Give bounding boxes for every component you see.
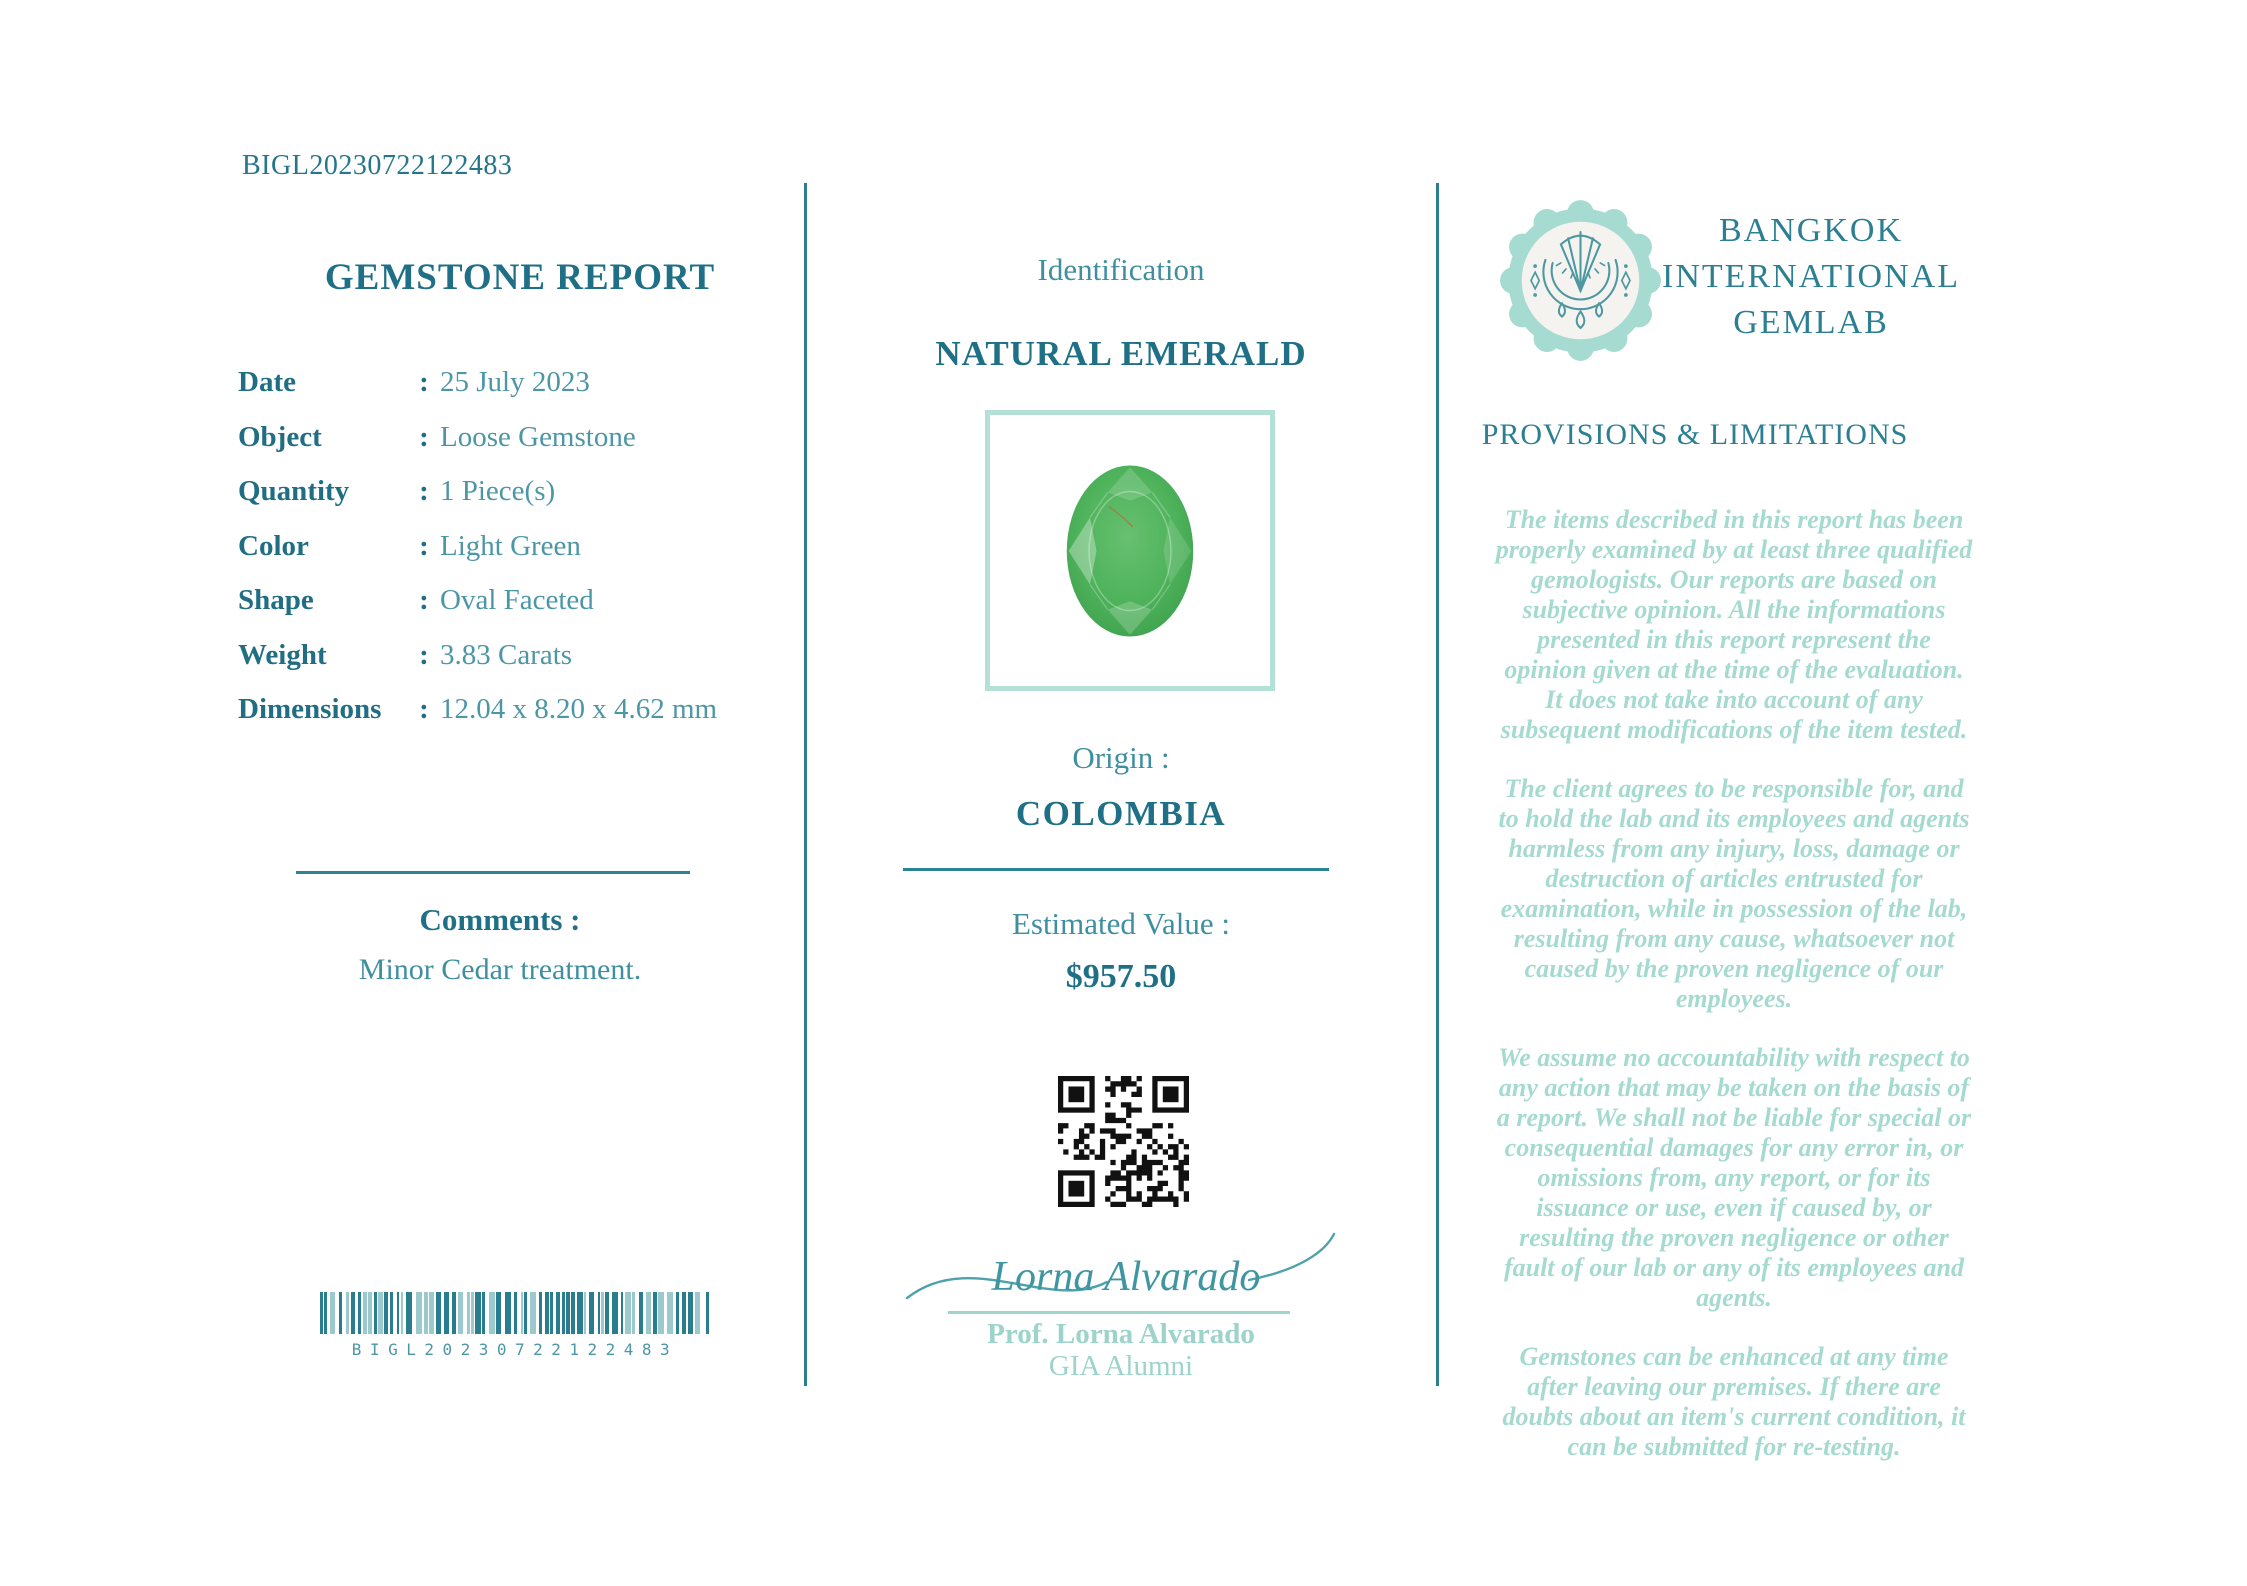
field-label: Object xyxy=(238,420,322,453)
table-row xyxy=(238,530,808,585)
provisions-paragraph: We assume no accountability with respect to any action that may be taken on the basis of a report. We shall not be liable for special or consequential damages for any error in, or omissions from, any report, or for its issuance or use, even if caused by, or resulting the proven negligence or other fault of our lab or any of its employees and agents. xyxy=(1496,1043,1972,1312)
comments-heading: Comments : xyxy=(419,902,581,937)
field-label: Date xyxy=(238,366,296,398)
field-separator: : xyxy=(419,693,429,725)
field-value: 12.04 x 8.20 x 4.62 mm xyxy=(440,693,718,725)
field-separator: : xyxy=(419,584,429,616)
comments-divider-line xyxy=(296,871,690,874)
signature-underline xyxy=(948,1311,1290,1314)
field-label: Dimensions xyxy=(238,693,382,725)
field-separator: : xyxy=(419,366,429,398)
barcode xyxy=(320,1292,710,1359)
table-row xyxy=(238,693,808,748)
field-label: Quantity xyxy=(238,475,350,507)
origin-heading: Origin : xyxy=(1072,740,1170,775)
field-separator: : xyxy=(419,475,429,507)
signature-name-text: Lorna Alvarado xyxy=(991,1254,1261,1300)
qr-code xyxy=(1058,1076,1189,1207)
report-title: GEMSTONE REPORT xyxy=(324,257,716,298)
gemstone-photo xyxy=(1059,458,1201,644)
signer-title: GIA Alumni xyxy=(1048,1350,1194,1382)
comments-text: Minor Cedar treatment. xyxy=(358,953,642,986)
field-label: Weight xyxy=(238,638,327,671)
field-label: Shape xyxy=(238,584,314,616)
provisions-paragraphs xyxy=(1495,505,1973,1491)
lab-name xyxy=(1596,208,2026,346)
table-row xyxy=(238,584,808,639)
signature xyxy=(901,1226,1341,1321)
barcode-bars xyxy=(320,1292,710,1334)
provisions-paragraph: The items described in this report has been properly examined by at least three qualified gemologists. Our reports are based on subjective opinion. All the informations presented in this report represent the opinion given at the time of the evaluation. It does not take into account of any subsequent modifications of the item tested. xyxy=(1495,505,1973,744)
identification-heading: Identification xyxy=(1037,252,1205,287)
field-value: 1 Piece(s) xyxy=(440,475,556,507)
table-row xyxy=(238,421,808,476)
field-value: Oval Faceted xyxy=(440,584,594,616)
table-row xyxy=(238,366,808,421)
signer-name: Prof. Lorna Alvarado xyxy=(987,1318,1255,1350)
origin-value: COLOMBIA xyxy=(1015,794,1227,833)
provisions-heading: PROVISIONS & LIMITATIONS xyxy=(1481,418,1909,451)
field-value: 3.83 Carats xyxy=(440,638,573,671)
field-separator: : xyxy=(419,638,429,671)
field-value: Light Green xyxy=(440,529,581,562)
field-separator: : xyxy=(419,529,429,562)
provisions-paragraph: Gemstones can be enhanced at any time after leaving our premises. If there are doubts about an item's current condition, it can be submitted for re-testing. xyxy=(1502,1342,1966,1461)
field-separator: : xyxy=(419,420,429,453)
lab-name-line: GEMLAB xyxy=(1733,304,1889,341)
lab-name-line: INTERNATIONAL xyxy=(1662,258,1960,295)
estimated-value-heading: Estimated Value : xyxy=(1011,906,1231,941)
gemstone-details-table xyxy=(238,366,808,748)
identification-result: NATURAL EMERALD xyxy=(935,334,1307,373)
provisions-paragraph: The client agrees to be responsible for, and to hold the lab and its employees and agents harmless from any injury, loss, damage or destruction of articles entrusted for examination, while in possession of the lab, resulting from any cause, whatsoever not caused by the proven negligence of our employees. xyxy=(1498,774,1970,1013)
gemstone-photo-frame xyxy=(985,410,1275,691)
field-value: 25 July 2023 xyxy=(440,366,590,398)
barcode-label: BIGL20230722122483 xyxy=(351,1340,679,1359)
estimated-value: $957.50 xyxy=(1065,958,1177,995)
lab-name-line: BANGKOK xyxy=(1719,212,1903,249)
table-row xyxy=(238,639,808,694)
field-value: Loose Gemstone xyxy=(440,420,636,453)
column-divider-right xyxy=(1436,183,1439,1386)
report-number: BIGL20230722122483 xyxy=(242,150,513,181)
table-row xyxy=(238,475,808,530)
value-divider-line xyxy=(903,868,1329,871)
field-label: Color xyxy=(238,529,309,562)
